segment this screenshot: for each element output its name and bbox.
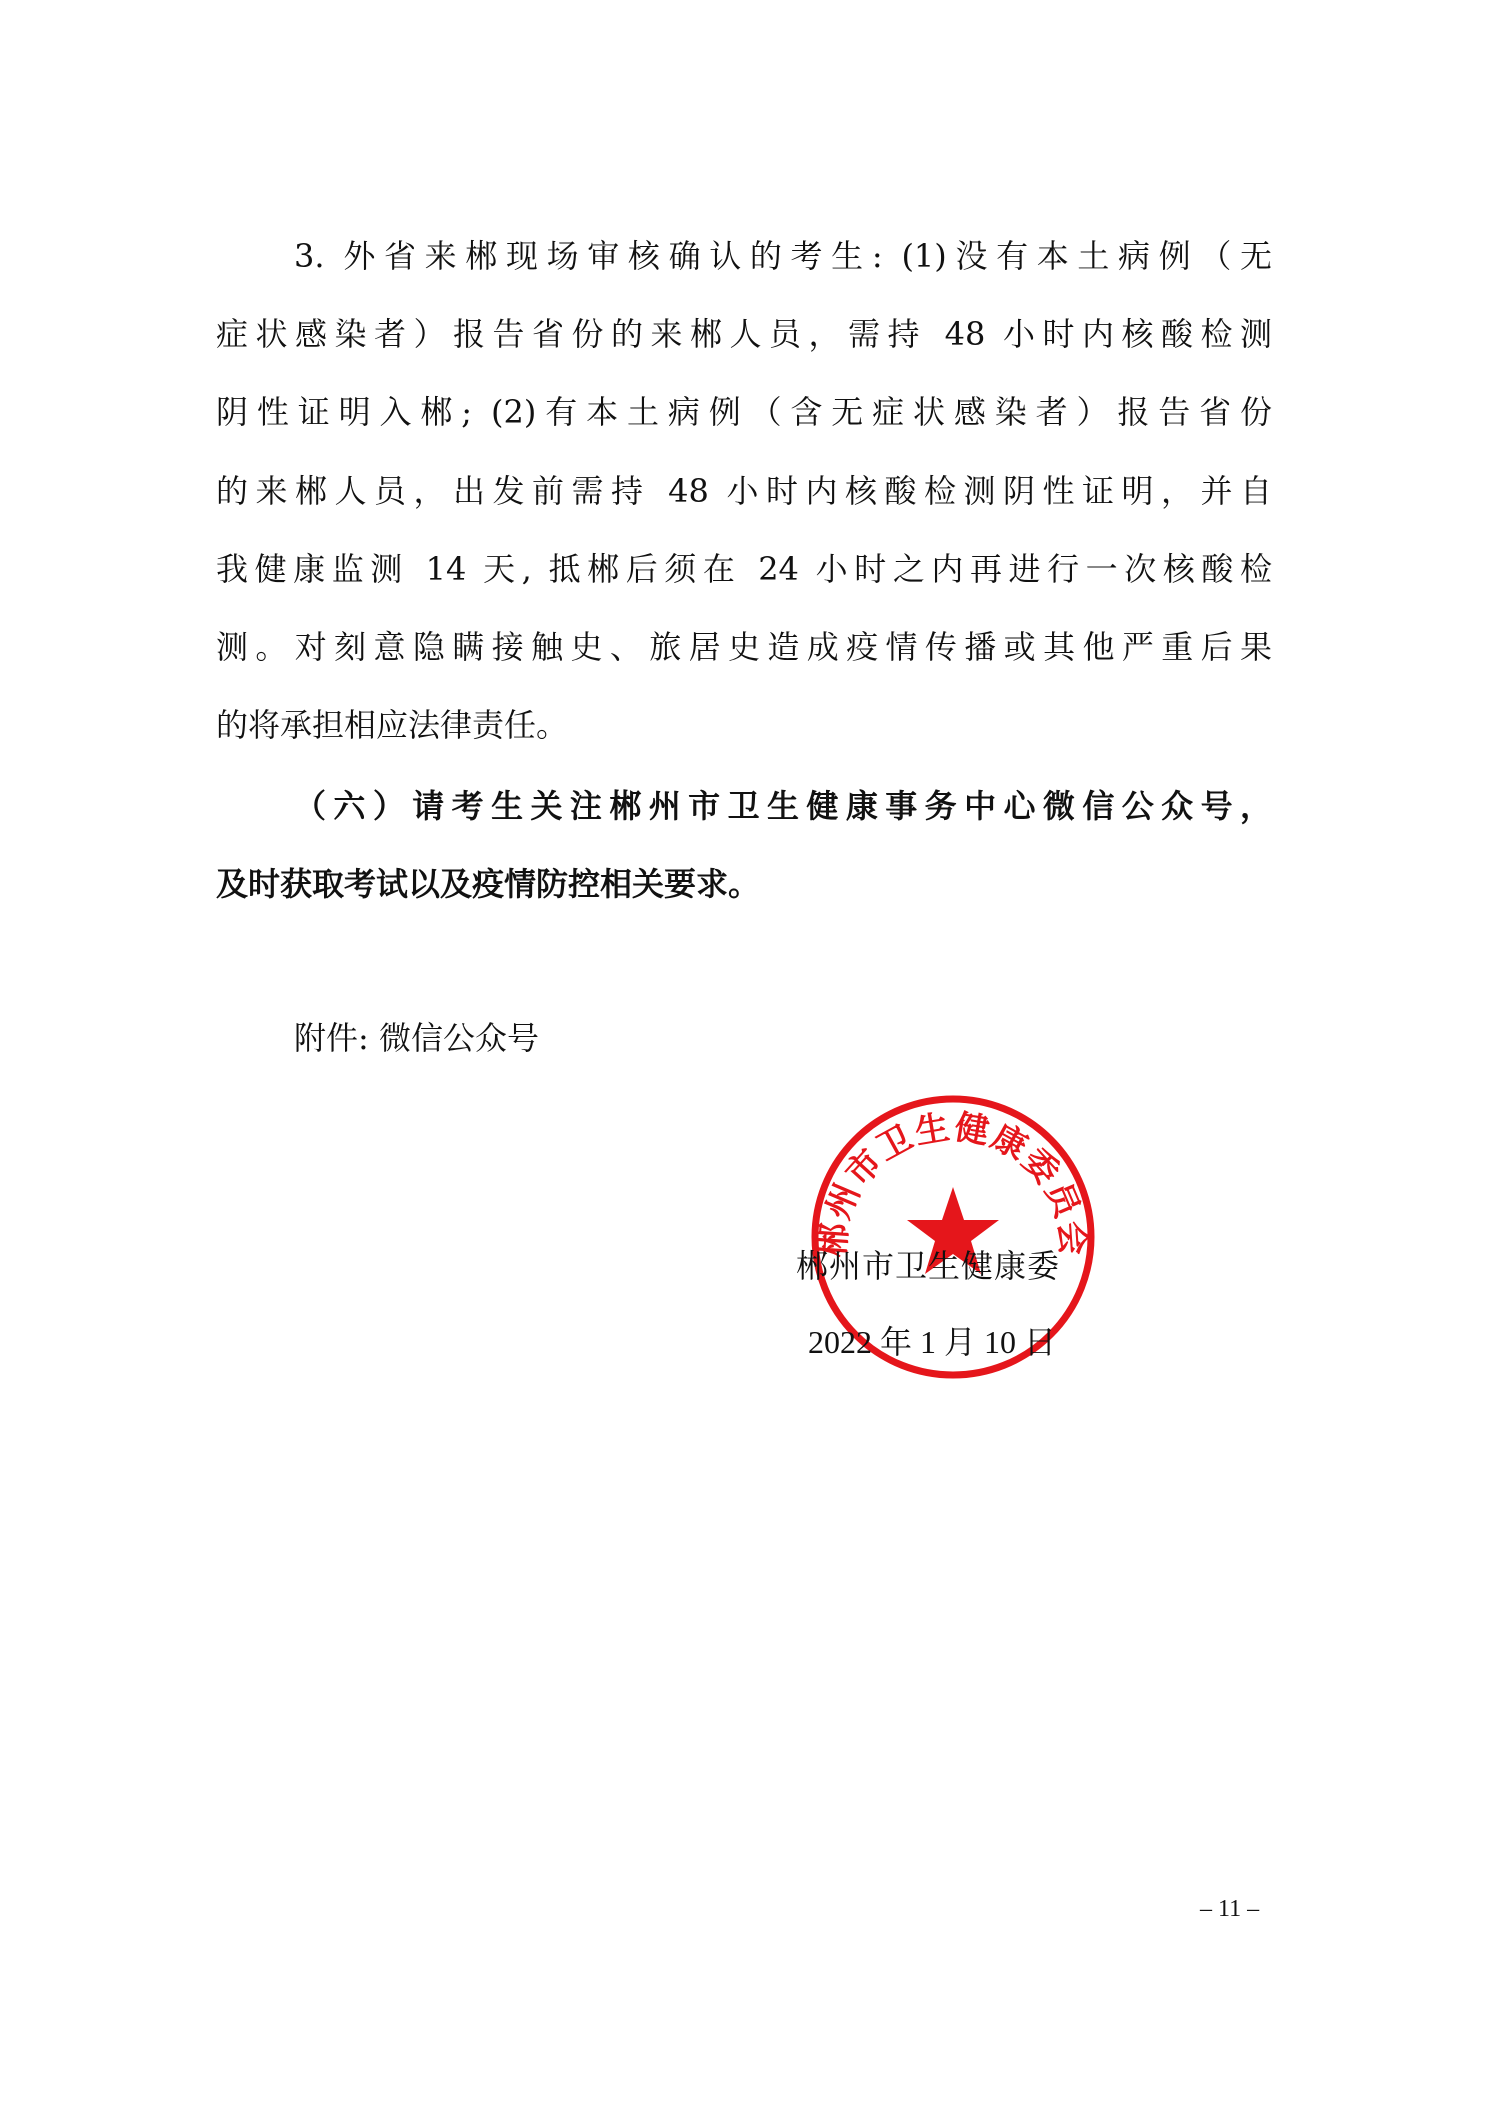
text-line: 3. 外省来郴现场审核确认的考生: (1)没有本土病例（无 [294,237,1272,275]
text-line: 症状感染者）报告省份的来郴人员，需持 48 小时内核酸检测 [216,315,1272,353]
signature-date: 2022 年 1 月 10 日 [808,1324,1057,1360]
text-line: 测。对刻意隐瞒接触史、旅居史造成疫情传播或其他严重后果 [216,628,1272,666]
text-line: 的将承担相应法律责任。 [216,706,569,744]
attachment-label: 附件: 微信公众号 [294,1019,539,1057]
text-line-bold: （六）请考生关注郴州市卫生健康事务中心微信公众号， [294,787,1272,825]
text-line: 阴性证明入郴; (2)有本土病例（含无症状感染者）报告省份 [216,393,1272,431]
page-number: – 11 – [1200,1896,1260,1922]
text-line: 我健康监测 14 天, 抵郴后须在 24 小时之内再进行一次核酸检 [216,550,1272,588]
signature-organization: 郴州市卫生健康委 [796,1248,1061,1284]
svg-text:郴州市卫生健康委员会: 郴州市卫生健康委员会 [813,1107,1093,1259]
text-line: 的来郴人员，出发前需持 48 小时内核酸检测阴性证明，并自 [216,472,1272,510]
text-line-bold: 及时获取考试以及疫情防控相关要求。 [216,865,761,903]
